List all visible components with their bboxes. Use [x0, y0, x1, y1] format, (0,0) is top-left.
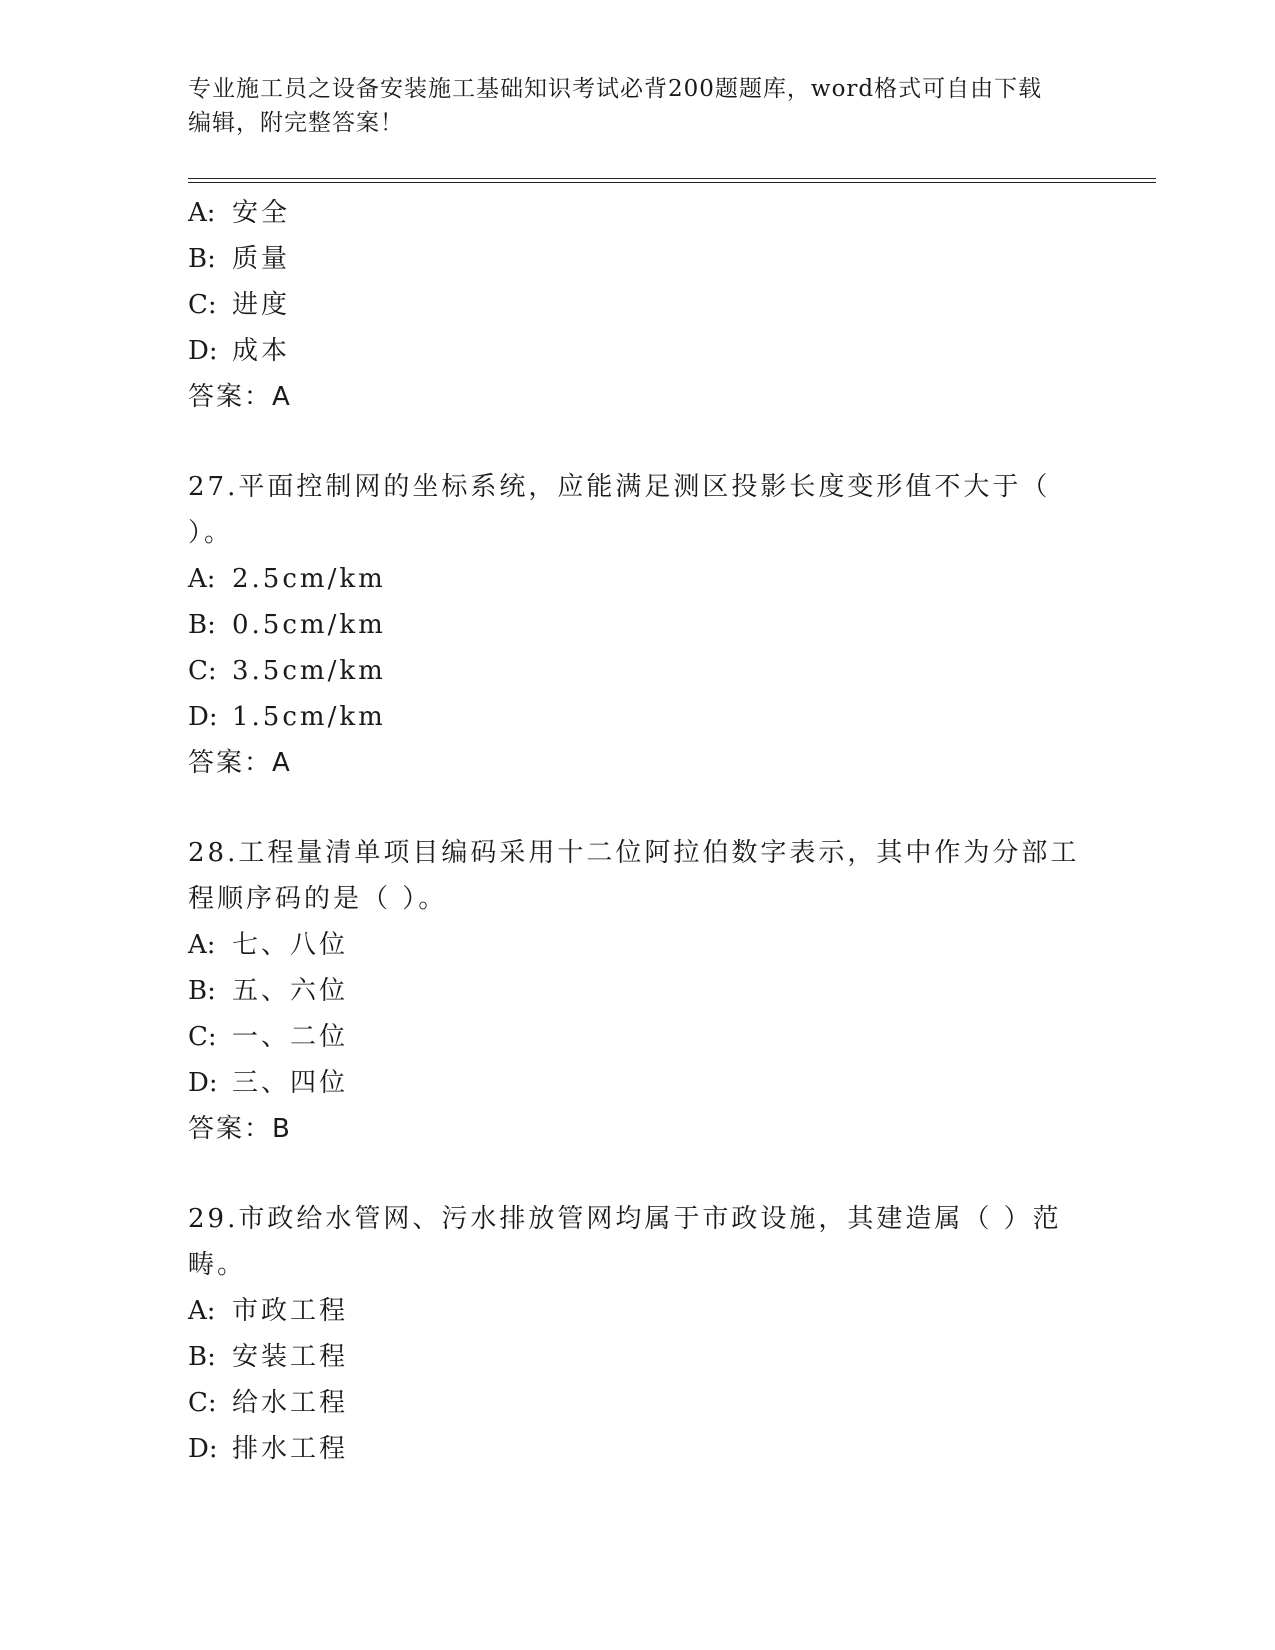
option-prefix: C:	[188, 1022, 217, 1052]
question-28	[188, 830, 1088, 1152]
option-text: 一、二位	[232, 1022, 349, 1052]
option-c	[188, 1014, 1088, 1060]
answer-label: 答案：A	[188, 748, 292, 778]
option-d	[188, 694, 1088, 740]
option-c	[188, 282, 1088, 328]
option-prefix: B:	[188, 244, 216, 274]
answer-label: 答案：A	[188, 382, 292, 412]
option-prefix: A:	[188, 930, 216, 960]
option-b	[188, 602, 1088, 648]
option-b	[188, 1334, 1088, 1380]
option-prefix: D:	[188, 1434, 218, 1464]
option-text: 七、八位	[232, 930, 349, 960]
answer-label: 答案：B	[188, 1114, 292, 1144]
option-a	[188, 556, 1088, 602]
option-text: 五、六位	[232, 976, 349, 1006]
question-26-partial	[188, 190, 1088, 420]
option-d	[188, 1426, 1088, 1472]
header-divider	[188, 178, 1156, 183]
option-prefix: C:	[188, 290, 217, 320]
option-prefix: D:	[188, 336, 218, 366]
option-text: 安装工程	[232, 1342, 349, 1372]
option-text: 1.5cm/km	[232, 702, 386, 732]
question-text-line-2: 程顺序码的是（ ）。	[188, 884, 448, 914]
option-b	[188, 236, 1088, 282]
option-text: 3.5cm/km	[232, 656, 386, 686]
option-d	[188, 328, 1088, 374]
option-prefix: C:	[188, 1388, 217, 1418]
question-text-line-2: ）。	[188, 518, 234, 548]
option-prefix: B:	[188, 610, 216, 640]
option-prefix: D:	[188, 1068, 218, 1098]
option-prefix: C:	[188, 656, 217, 686]
option-text: 三、四位	[232, 1068, 349, 1098]
header-title-line-2: 编辑，附完整答案！	[188, 110, 404, 136]
page-header	[188, 72, 1068, 140]
header-title-line-1: 专业施工员之设备安装施工基础知识考试必背200题题库，word格式可自由下载	[188, 76, 1043, 102]
question-text-line-1: 29.市政给水管网、污水排放管网均属于市政设施，其建造属（ ）范	[188, 1204, 1062, 1234]
option-a	[188, 1288, 1088, 1334]
option-c	[188, 1380, 1088, 1426]
option-text: 安全	[232, 198, 291, 228]
option-a	[188, 190, 1088, 236]
option-text: 排水工程	[232, 1434, 349, 1464]
question-27	[188, 464, 1088, 786]
option-prefix: A:	[188, 1296, 216, 1326]
option-prefix: A:	[188, 198, 216, 228]
question-list	[188, 190, 1088, 1472]
option-text: 2.5cm/km	[232, 564, 386, 594]
option-text: 0.5cm/km	[232, 610, 386, 640]
question-text-line-2: 畴。	[188, 1250, 247, 1280]
option-text: 进度	[232, 290, 291, 320]
option-d	[188, 1060, 1088, 1106]
option-text: 给水工程	[232, 1388, 349, 1418]
option-prefix: A:	[188, 564, 216, 594]
option-text: 质量	[232, 244, 291, 274]
option-b	[188, 968, 1088, 1014]
option-c	[188, 648, 1088, 694]
option-text: 市政工程	[232, 1296, 349, 1326]
question-text-line-1: 28.工程量清单项目编码采用十二位阿拉伯数字表示，其中作为分部工	[188, 838, 1080, 868]
option-text: 成本	[232, 336, 291, 366]
option-prefix: D:	[188, 702, 218, 732]
option-prefix: B:	[188, 976, 216, 1006]
question-29	[188, 1196, 1088, 1472]
question-text-line-1: 27.平面控制网的坐标系统，应能满足测区投影长度变形值不大于（	[188, 472, 1051, 502]
option-prefix: B:	[188, 1342, 216, 1372]
option-a	[188, 922, 1088, 968]
